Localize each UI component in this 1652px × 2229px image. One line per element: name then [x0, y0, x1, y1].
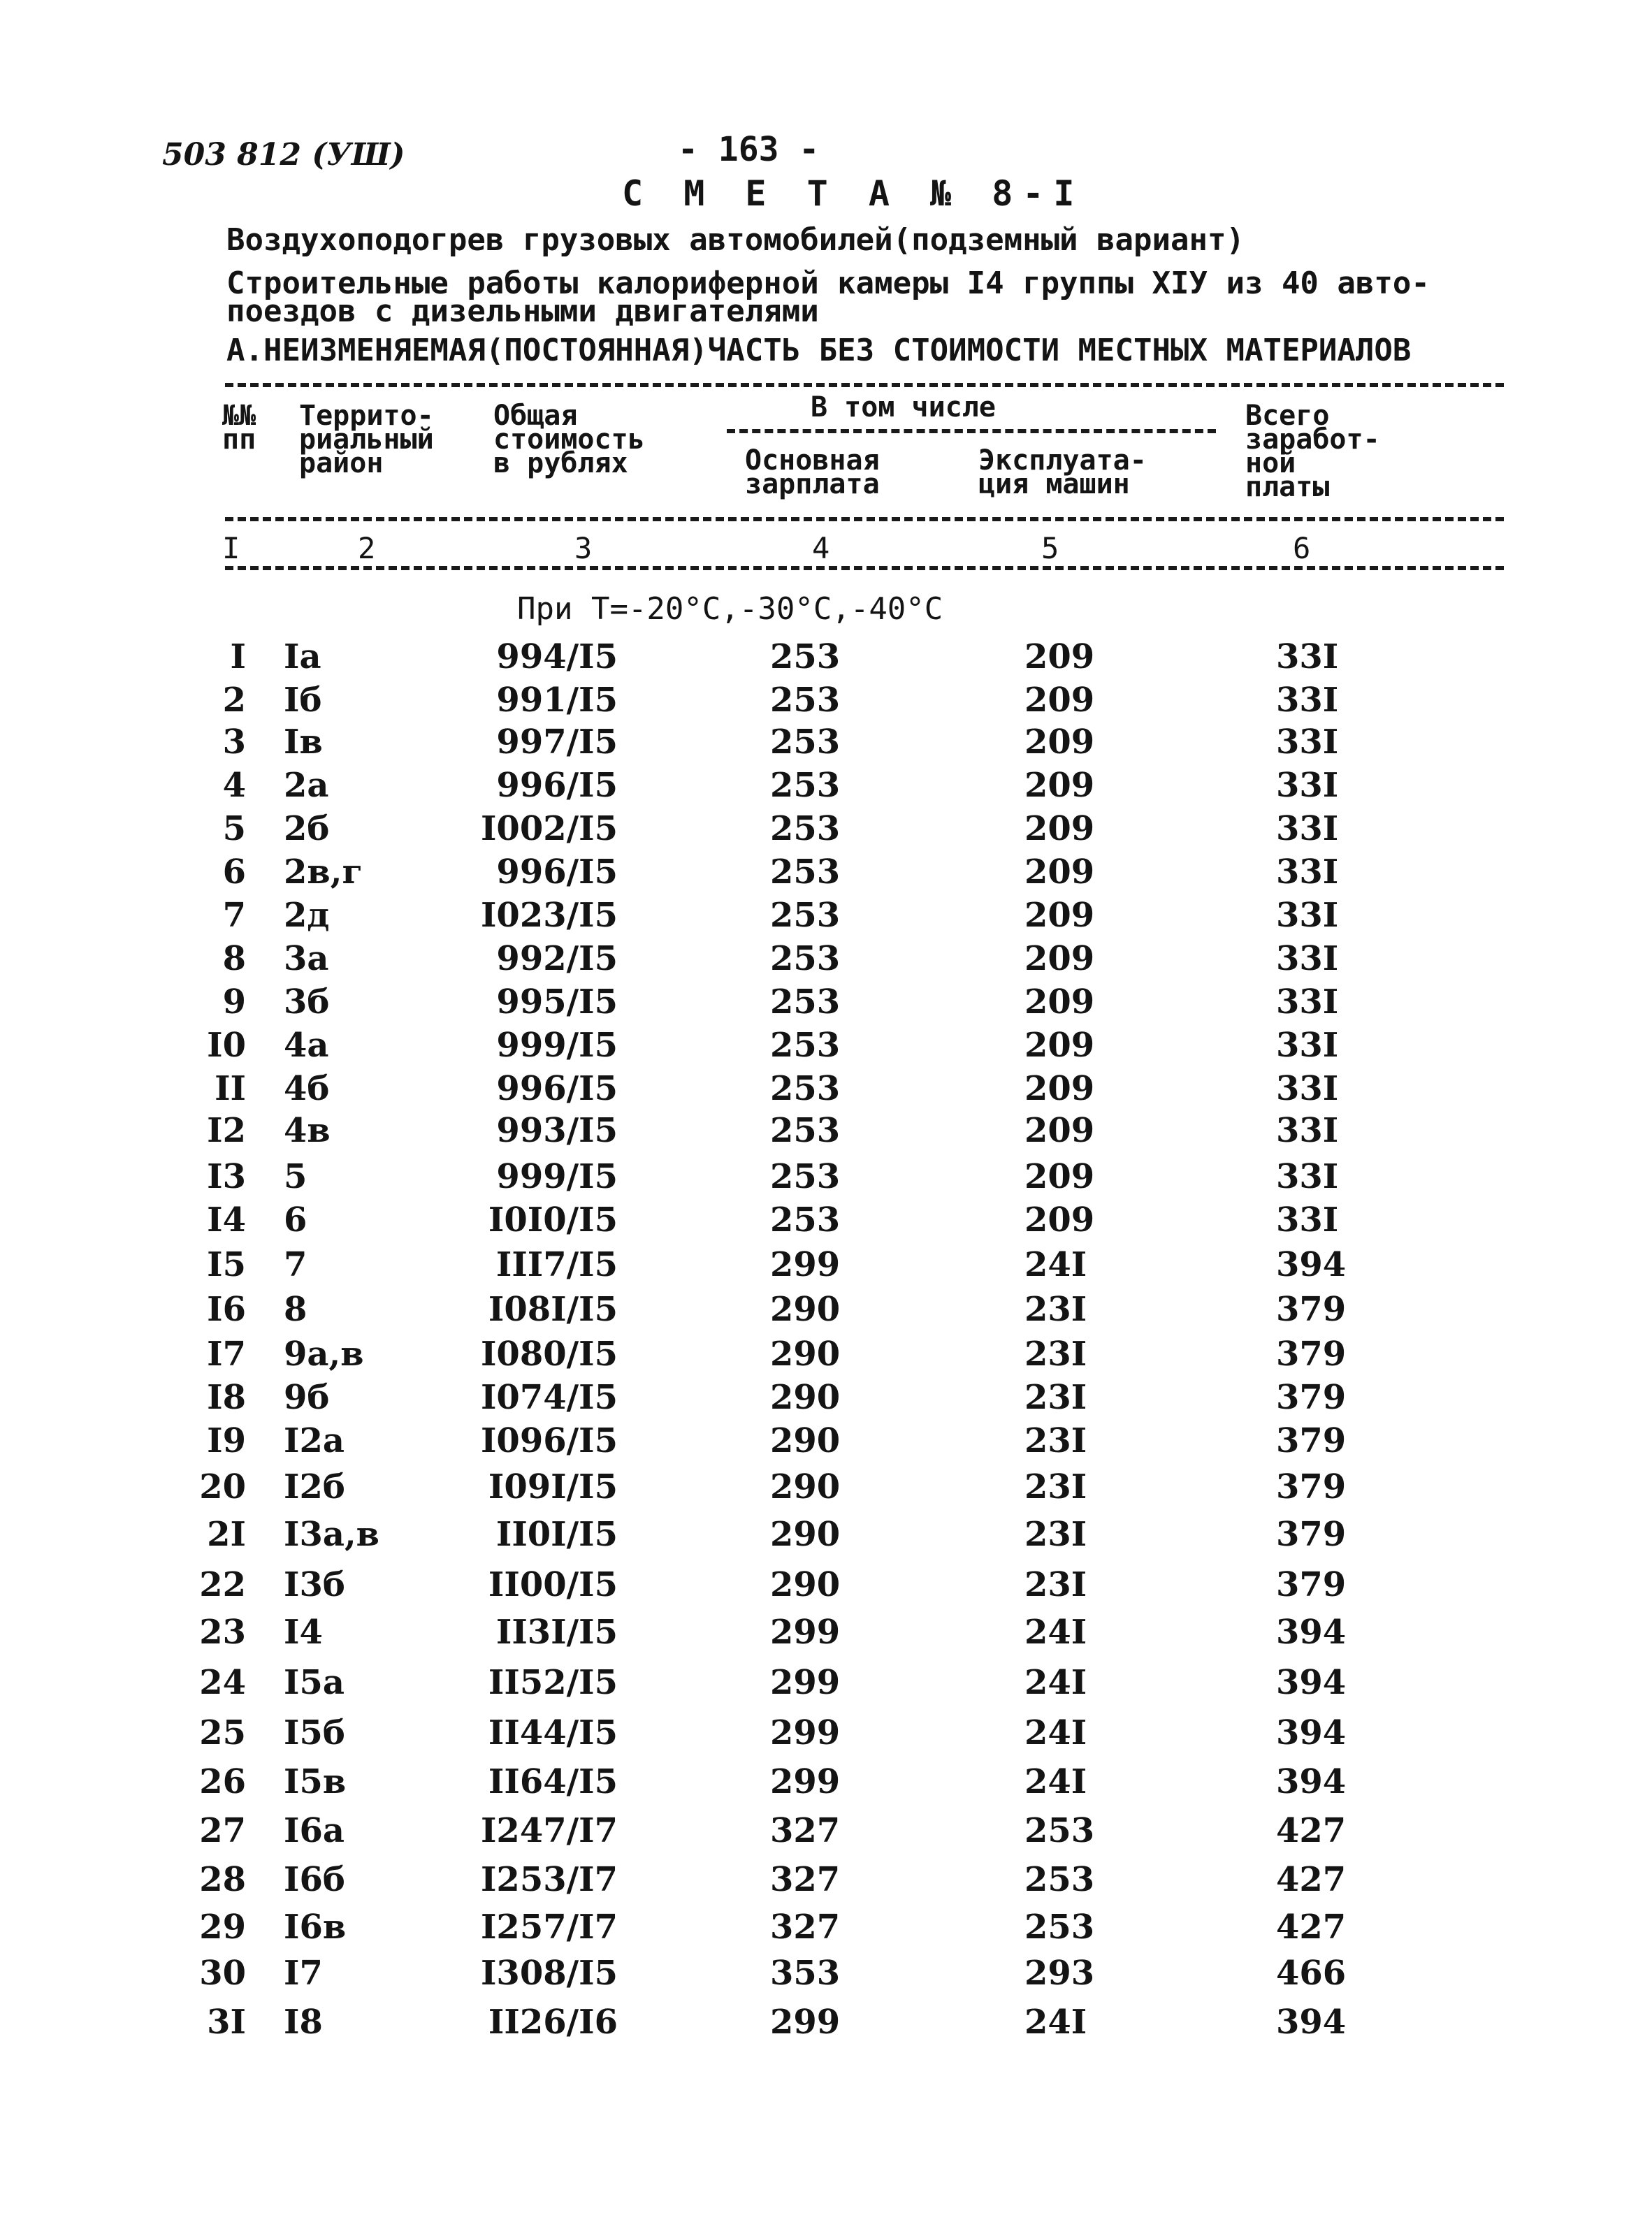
district-cell: 4б	[284, 1069, 330, 1108]
total-wage-cell: 394	[1276, 1663, 1347, 1702]
table-row	[0, 1860, 1652, 1902]
row-number-cell: 26	[199, 1762, 246, 1801]
table-row	[0, 809, 1652, 851]
row-number-cell: I5	[207, 1245, 246, 1284]
base-wage-cell: 299	[770, 1663, 841, 1702]
total-cost-cell: I253/I7	[480, 1860, 618, 1899]
total-wage-cell: 394	[1276, 1713, 1347, 1752]
estimate-subject: Воздухоподогрев грузовых автомобилей(подземный вариант)	[226, 222, 1245, 258]
machine-operation-cell: 209	[1024, 1026, 1095, 1065]
total-wage-cell: 33I	[1276, 1111, 1339, 1150]
total-cost-cell: I257/I7	[480, 1908, 618, 1947]
column-number-2: 2	[358, 531, 376, 565]
district-cell: 6	[284, 1200, 307, 1240]
district-cell: I6б	[284, 1860, 345, 1899]
base-wage-cell: 253	[770, 637, 841, 676]
total-wage-cell: 394	[1276, 1762, 1347, 1801]
total-wage-cell: 379	[1276, 1421, 1347, 1460]
header-district: Террито- риальный район	[299, 400, 434, 479]
machine-operation-cell: 209	[1024, 982, 1095, 1022]
table-row	[0, 1421, 1652, 1463]
table-row	[0, 1290, 1652, 1332]
table-row	[0, 766, 1652, 808]
row-number-cell: I8	[207, 1378, 246, 1417]
total-cost-cell: I0I0/I5	[488, 1200, 618, 1240]
document-code: 503 812 (УШ)	[162, 137, 405, 173]
total-cost-cell: II64/I5	[488, 1762, 618, 1801]
base-wage-cell: 290	[770, 1421, 841, 1460]
total-cost-cell: I002/I5	[480, 809, 618, 848]
section-heading: А.НЕИЗМЕНЯЕМАЯ(ПОСТОЯННАЯ)ЧАСТЬ БЕЗ СТОИМОСТИ МЕСТНЫХ МАТЕРИАЛОВ	[226, 333, 1412, 368]
base-wage-cell: 353	[770, 1954, 841, 1993]
total-cost-cell: 997/I5	[496, 723, 618, 762]
total-cost-cell: I09I/I5	[488, 1467, 618, 1506]
base-wage-cell: 253	[770, 1200, 841, 1240]
district-cell: I6а	[284, 1811, 345, 1850]
total-wage-cell: 33I	[1276, 1069, 1339, 1108]
machine-operation-cell: 209	[1024, 896, 1095, 935]
base-wage-cell: 253	[770, 852, 841, 892]
base-wage-cell: 253	[770, 1026, 841, 1065]
row-number-cell: 30	[199, 1954, 246, 1993]
total-wage-cell: 466	[1276, 1954, 1347, 1993]
column-number-5: 5	[1041, 531, 1059, 565]
total-wage-cell: 394	[1276, 1613, 1347, 1652]
machine-operation-cell: 253	[1024, 1860, 1095, 1899]
row-number-cell: I9	[207, 1421, 246, 1460]
row-number-cell: 2I	[207, 1515, 246, 1554]
total-cost-cell: 992/I5	[496, 939, 618, 978]
total-wage-cell: 33I	[1276, 723, 1339, 762]
row-number-cell: 24	[199, 1663, 246, 1702]
machine-operation-cell: 24I	[1024, 1762, 1087, 1801]
table-row	[0, 1157, 1652, 1199]
table-row	[0, 1515, 1652, 1557]
machine-operation-cell: 209	[1024, 723, 1095, 762]
base-wage-cell: 253	[770, 766, 841, 805]
total-wage-cell: 379	[1276, 1467, 1347, 1506]
machine-operation-cell: 24I	[1024, 1245, 1087, 1284]
row-number-cell: 3I	[207, 2003, 246, 2042]
machine-operation-cell: 253	[1024, 1811, 1095, 1850]
district-cell: Iа	[284, 637, 321, 676]
table-row	[0, 1200, 1652, 1242]
total-cost-cell: I308/I5	[480, 1954, 618, 1993]
machine-operation-cell: 293	[1024, 1954, 1095, 1993]
machine-operation-cell: 209	[1024, 681, 1095, 720]
table-row	[0, 1908, 1652, 1950]
base-wage-cell: 299	[770, 1613, 841, 1652]
base-wage-cell: 253	[770, 1157, 841, 1196]
machine-operation-cell: 23I	[1024, 1515, 1087, 1554]
total-wage-cell: 33I	[1276, 1200, 1339, 1240]
district-cell: I2а	[284, 1421, 345, 1460]
district-cell: 7	[284, 1245, 307, 1284]
row-number-cell: I4	[207, 1200, 246, 1240]
total-wage-cell: 33I	[1276, 766, 1339, 805]
district-cell: Iв	[284, 723, 323, 762]
table-row	[0, 852, 1652, 894]
total-wage-cell: 394	[1276, 2003, 1347, 2042]
row-number-cell: 2	[222, 681, 246, 720]
base-wage-cell: 253	[770, 809, 841, 848]
table-row	[0, 1811, 1652, 1853]
row-number-cell: 6	[222, 852, 246, 892]
total-cost-cell: III7/I5	[495, 1245, 618, 1284]
page-number: - 163 -	[678, 130, 820, 169]
table-row	[0, 1335, 1652, 1377]
base-wage-cell: 290	[770, 1565, 841, 1604]
base-wage-cell: 253	[770, 1111, 841, 1150]
column-number-6: 6	[1293, 531, 1311, 565]
machine-operation-cell: 209	[1024, 1200, 1095, 1240]
table-row	[0, 1378, 1652, 1420]
base-wage-cell: 327	[770, 1860, 841, 1899]
district-cell: I6в	[284, 1908, 347, 1947]
total-wage-cell: 427	[1276, 1811, 1347, 1850]
total-wage-cell: 33I	[1276, 896, 1339, 935]
total-cost-cell: 994/I5	[496, 637, 618, 676]
row-number-cell: 22	[199, 1565, 246, 1604]
row-number-cell: I7	[207, 1335, 246, 1374]
estimate-description-line-1: Строительные работы калориферной камеры I4 группы XIУ из 40 авто-	[226, 266, 1430, 301]
machine-operation-cell: 209	[1024, 766, 1095, 805]
total-wage-cell: 379	[1276, 1378, 1347, 1417]
total-wage-cell: 379	[1276, 1335, 1347, 1374]
total-cost-cell: II44/I5	[488, 1713, 618, 1752]
base-wage-cell: 299	[770, 1713, 841, 1752]
row-number-cell: 4	[222, 766, 246, 805]
table-row	[0, 1111, 1652, 1153]
base-wage-cell: 327	[770, 1908, 841, 1947]
base-wage-cell: 290	[770, 1515, 841, 1554]
total-cost-cell: 999/I5	[496, 1026, 618, 1065]
total-cost-cell: 995/I5	[496, 982, 618, 1022]
total-cost-cell: I023/I5	[480, 896, 618, 935]
district-cell: Iб	[284, 681, 322, 720]
district-cell: I7	[284, 1954, 323, 1993]
base-wage-cell: 253	[770, 723, 841, 762]
base-wage-cell: 290	[770, 1335, 841, 1374]
total-cost-cell: I074/I5	[480, 1378, 618, 1417]
district-cell: I4	[284, 1613, 323, 1652]
row-number-cell: 5	[222, 809, 246, 848]
table-row	[0, 723, 1652, 764]
group-rule	[727, 429, 1216, 433]
row-number-cell: 20	[199, 1467, 246, 1506]
total-cost-cell: 991/I5	[496, 681, 618, 720]
base-wage-cell: 253	[770, 939, 841, 978]
total-wage-cell: 394	[1276, 1245, 1347, 1284]
base-wage-cell: 299	[770, 2003, 841, 2042]
header-num: №№ пп	[222, 400, 256, 456]
total-cost-cell: I080/I5	[480, 1335, 618, 1374]
table-row	[0, 1713, 1652, 1755]
base-wage-cell: 299	[770, 1762, 841, 1801]
row-number-cell: 25	[199, 1713, 246, 1752]
base-wage-cell: 253	[770, 1069, 841, 1108]
total-wage-cell: 379	[1276, 1565, 1347, 1604]
row-number-cell: 9	[222, 982, 246, 1022]
total-wage-cell: 33I	[1276, 939, 1339, 978]
table-row	[0, 1026, 1652, 1068]
total-wage-cell: 33I	[1276, 982, 1339, 1022]
row-number-cell: 23	[199, 1613, 246, 1652]
total-cost-cell: 999/I5	[496, 1157, 618, 1196]
district-cell: I5в	[284, 1762, 347, 1801]
machine-operation-cell: 23I	[1024, 1565, 1087, 1604]
row-number-cell: 29	[199, 1908, 246, 1947]
row-number-cell: 7	[222, 896, 246, 935]
district-cell: I3б	[284, 1565, 345, 1604]
base-wage-cell: 290	[770, 1467, 841, 1506]
total-cost-cell: 996/I5	[496, 766, 618, 805]
header-wage: Основная зарплата	[745, 444, 880, 500]
header-group: В том числе	[811, 391, 996, 423]
total-wage-cell: 379	[1276, 1290, 1347, 1329]
table-top-rule	[225, 383, 1504, 387]
district-cell: 3а	[284, 939, 329, 978]
total-cost-cell: II00/I5	[488, 1565, 618, 1604]
row-number-cell: I2	[207, 1111, 246, 1150]
base-wage-cell: 290	[770, 1378, 841, 1417]
total-wage-cell: 33I	[1276, 681, 1339, 720]
table-row	[0, 896, 1652, 938]
district-cell: 2в,г	[284, 852, 363, 892]
estimate-description-line-2: поездов с дизельными двигателями	[226, 293, 819, 329]
base-wage-cell: 253	[770, 982, 841, 1022]
total-cost-cell: II0I/I5	[495, 1515, 618, 1554]
row-number-cell: II	[215, 1069, 246, 1108]
machine-operation-cell: 24I	[1024, 1613, 1087, 1652]
district-cell: 9а,в	[284, 1335, 364, 1374]
header-cost: Общая стоимость в рублях	[493, 400, 645, 479]
machine-operation-cell: 209	[1024, 1111, 1095, 1150]
row-number-cell: 3	[222, 723, 246, 762]
table-row	[0, 1954, 1652, 1996]
row-number-cell: I0	[207, 1026, 246, 1065]
district-cell: 5	[284, 1157, 307, 1196]
temperature-condition: При Т=-20°С,-30°С,-40°С	[517, 591, 943, 627]
base-wage-cell: 253	[770, 681, 841, 720]
district-cell: 3б	[284, 982, 330, 1022]
row-number-cell: I	[230, 637, 246, 676]
district-cell: I5б	[284, 1713, 345, 1752]
total-cost-cell: I247/I7	[480, 1811, 618, 1850]
base-wage-cell: 327	[770, 1811, 841, 1850]
table-row	[0, 637, 1652, 679]
table-row	[0, 982, 1652, 1024]
row-number-cell: 27	[199, 1811, 246, 1850]
machine-operation-cell: 24I	[1024, 1713, 1087, 1752]
table-row	[0, 681, 1652, 723]
machine-operation-cell: 209	[1024, 1157, 1095, 1196]
machine-operation-cell: 24I	[1024, 2003, 1087, 2042]
column-number-4: 4	[812, 531, 830, 565]
table-row	[0, 1613, 1652, 1655]
total-wage-cell: 33I	[1276, 1026, 1339, 1065]
row-number-cell: I6	[207, 1290, 246, 1329]
estimate-description	[226, 266, 1430, 329]
district-cell: 8	[284, 1290, 307, 1329]
machine-operation-cell: 253	[1024, 1908, 1095, 1947]
total-cost-cell: I08I/I5	[488, 1290, 618, 1329]
table-row	[0, 1069, 1652, 1111]
header-total: Всего заработ- ной платы	[1245, 400, 1380, 503]
table-row	[0, 1565, 1652, 1607]
total-wage-cell: 379	[1276, 1515, 1347, 1554]
district-cell: I3а,в	[284, 1515, 380, 1554]
row-number-cell: I3	[207, 1157, 246, 1196]
machine-operation-cell: 23I	[1024, 1467, 1087, 1506]
table-row	[0, 939, 1652, 981]
machine-operation-cell: 209	[1024, 1069, 1095, 1108]
district-cell: I5а	[284, 1663, 345, 1702]
machine-operation-cell: 23I	[1024, 1290, 1087, 1329]
table-row	[0, 1245, 1652, 1287]
district-cell: 4а	[284, 1026, 329, 1065]
row-number-cell: 8	[222, 939, 246, 978]
base-wage-cell: 253	[770, 896, 841, 935]
district-cell: 2б	[284, 809, 330, 848]
machine-operation-cell: 24I	[1024, 1663, 1087, 1702]
row-number-cell: 28	[199, 1860, 246, 1899]
machine-operation-cell: 23I	[1024, 1378, 1087, 1417]
total-wage-cell: 33I	[1276, 809, 1339, 848]
machine-operation-cell: 209	[1024, 809, 1095, 848]
total-wage-cell: 427	[1276, 1908, 1347, 1947]
machine-operation-cell: 23I	[1024, 1335, 1087, 1374]
header-machines: Эксплуата- ция машин	[978, 444, 1147, 500]
total-wage-cell: 427	[1276, 1860, 1347, 1899]
total-cost-cell: 993/I5	[496, 1111, 618, 1150]
district-cell: I8	[284, 2003, 323, 2042]
machine-operation-cell: 209	[1024, 852, 1095, 892]
machine-operation-cell: 209	[1024, 939, 1095, 978]
total-cost-cell: I096/I5	[480, 1421, 618, 1460]
total-cost-cell: II52/I5	[488, 1663, 618, 1702]
table-row	[0, 2003, 1652, 2045]
table-row	[0, 1762, 1652, 1804]
estimate-title: С М Е Т А № 8-I	[622, 173, 1085, 214]
column-numbers-rule	[225, 566, 1504, 570]
total-cost-cell: II3I/I5	[495, 1613, 618, 1652]
total-wage-cell: 33I	[1276, 1157, 1339, 1196]
table-row	[0, 1663, 1652, 1705]
total-wage-cell: 33I	[1276, 637, 1339, 676]
header-bottom-rule	[225, 517, 1504, 521]
machine-operation-cell: 209	[1024, 637, 1095, 676]
base-wage-cell: 290	[770, 1290, 841, 1329]
district-cell: I2б	[284, 1467, 345, 1506]
total-cost-cell: II26/I6	[488, 2003, 618, 2042]
column-number-3: 3	[574, 531, 593, 565]
district-cell: 2д	[284, 896, 330, 935]
district-cell: 4в	[284, 1111, 331, 1150]
district-cell: 9б	[284, 1378, 330, 1417]
total-wage-cell: 33I	[1276, 852, 1339, 892]
machine-operation-cell: 23I	[1024, 1421, 1087, 1460]
total-cost-cell: 996/I5	[496, 1069, 618, 1108]
base-wage-cell: 299	[770, 1245, 841, 1284]
district-cell: 2а	[284, 766, 329, 805]
column-number-1: I	[222, 531, 240, 565]
table-row	[0, 1467, 1652, 1509]
total-cost-cell: 996/I5	[496, 852, 618, 892]
